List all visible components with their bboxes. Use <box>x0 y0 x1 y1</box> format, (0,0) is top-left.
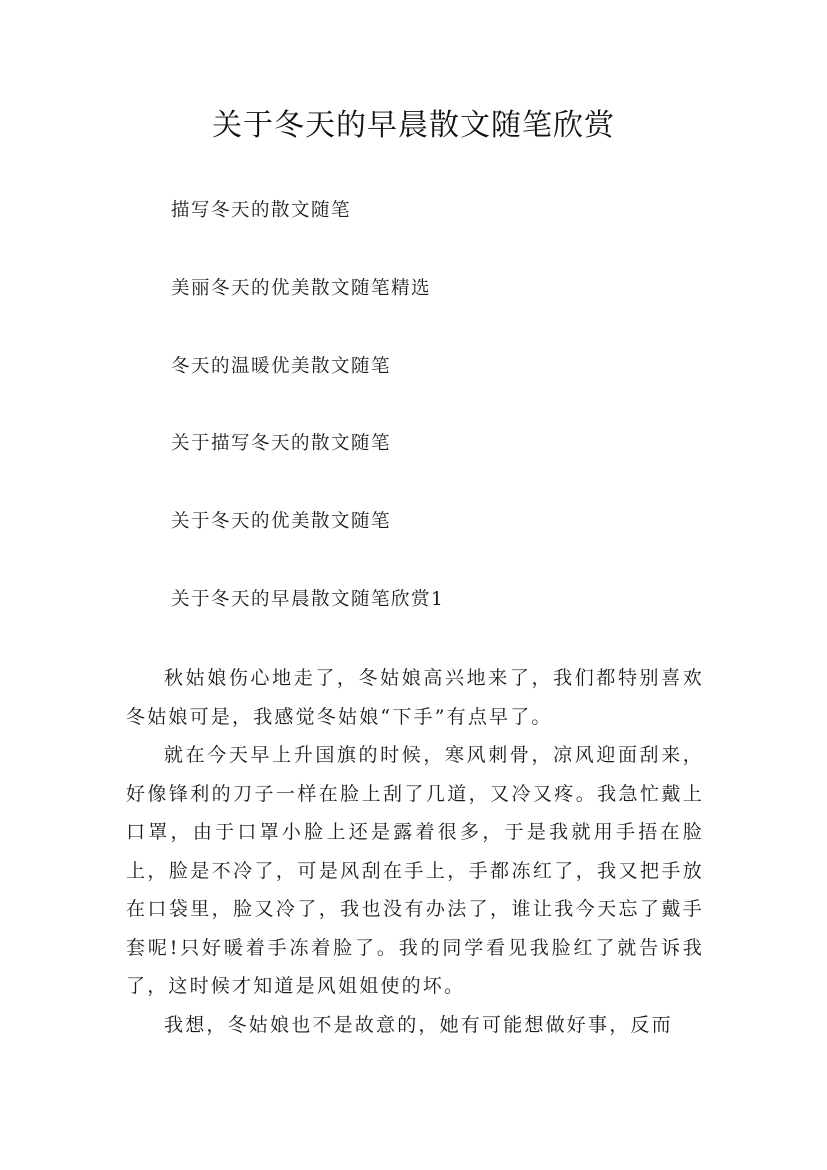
table-of-contents <box>171 196 444 663</box>
toc-item: 描写冬天的散文随笔 <box>171 200 352 221</box>
toc-item: 美丽冬天的优美散文随笔精选 <box>171 277 432 299</box>
article-body <box>126 659 704 1044</box>
toc-item: 冬天的温暖优美散文随笔 <box>171 355 392 377</box>
toc-item: 关于描写冬天的散文随笔 <box>171 433 392 455</box>
document-title: 关于冬天的早晨散文随笔欣赏 <box>212 108 615 143</box>
paragraph: 就在今天早上升国旗的时候，寒风刺骨，凉风迎面刮来，好像锋利的刀子一样在脸上刮了几道，又冷又疼。我急忙戴上口罩，由于口罩小脸上还是露着很多，于是我就用手捂在脸上，脸是不冷了，可是风刮在手上，手都冻红了，我又把手放在口袋里，脸又冷了，我也没有办法了，谁让我今天忘了戴手套呢!只好暖着手冻着脸了。我的同学看见我脸红了就告诉我了，这时候才知道是风姐姐使的坏。 <box>126 744 704 997</box>
paragraph: 我想，冬姑娘也不是故意的，她有可能想做好事，反而 <box>164 1013 673 1036</box>
toc-item: 关于冬天的早晨散文随笔欣赏1 <box>171 588 445 610</box>
toc-item: 关于冬天的优美散文随笔 <box>171 511 392 533</box>
paragraph: 秋姑娘伤心地走了，冬姑娘高兴地来了，我们都特别喜欢冬姑娘可是，我感觉冬姑娘“下手”有点早了。 <box>126 667 704 728</box>
